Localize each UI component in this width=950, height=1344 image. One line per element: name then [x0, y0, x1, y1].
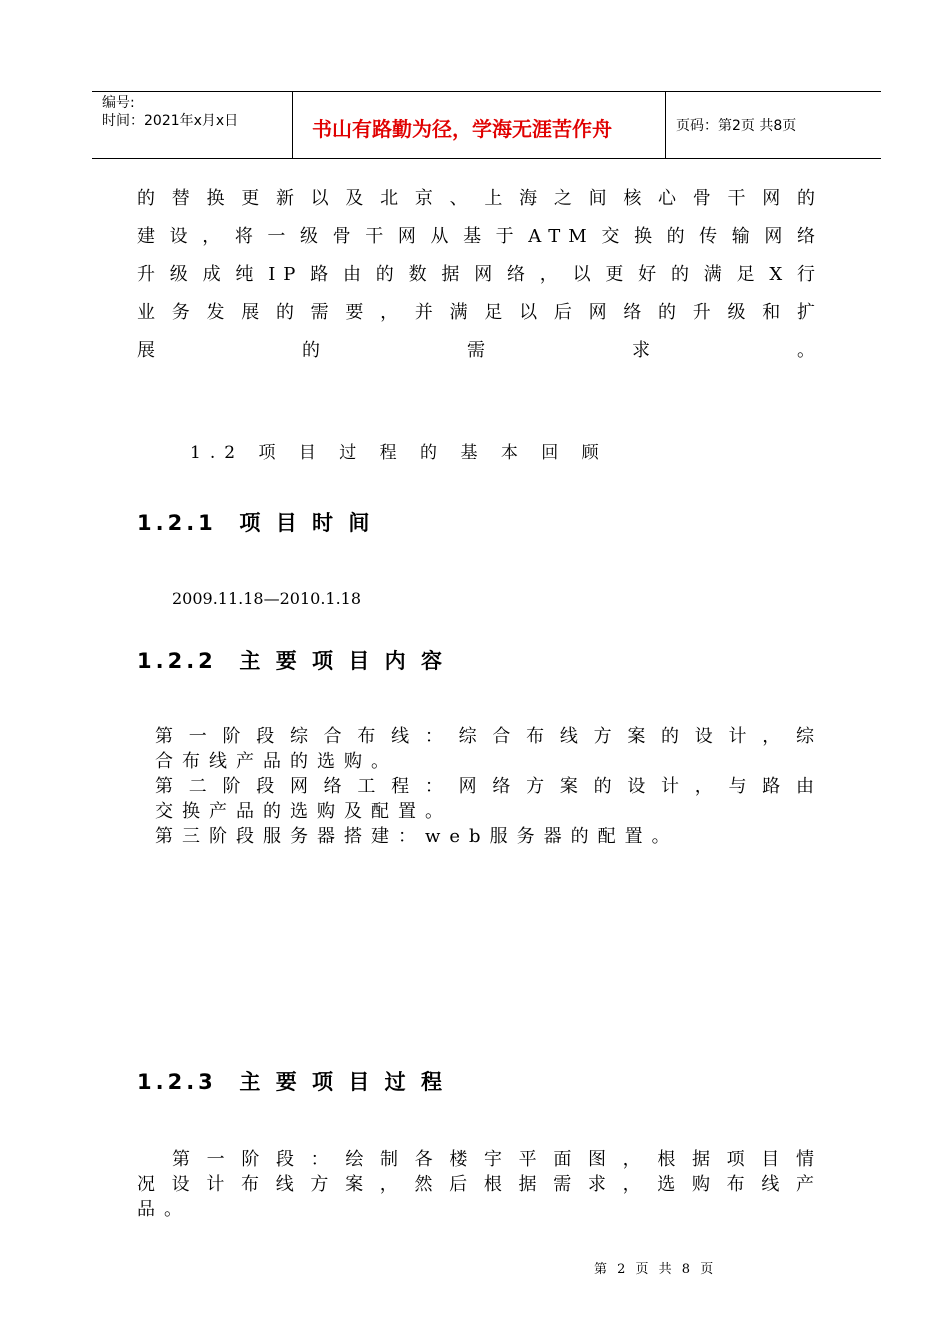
header-motto: 书山有路勤为径，学海无涯苦作舟 [312, 117, 612, 141]
section-1-2-2-title: 1.2.2 主 要 项 目 内 容 [137, 649, 446, 673]
section-1-2-title: 1.2 项 目 过 程 的 基 本 回 顾 [190, 443, 608, 463]
page-footer: 第 2 页 共 8 页 [594, 1262, 717, 1277]
section-1-2-1-title: 1.2.1 项 目 时 间 [137, 511, 374, 535]
intro-line: 建设，将一级骨干网从基于ATM交换的传输网络 [137, 226, 823, 247]
content-line: 第三阶段服务器搭建：web服务器的配置。 [155, 826, 679, 847]
process-line: 况设计布线方案，然后根据需求，选购布线产 [137, 1174, 823, 1195]
content-line: 合布线产品的选购。 [155, 751, 398, 772]
header-divider-2 [665, 91, 666, 158]
project-date-range: 2009.11.18—2010.1.18 [172, 589, 362, 608]
header-top-border [92, 91, 881, 92]
header-divider-1 [292, 91, 293, 158]
intro-line: 业务发展的需要，并满足以后网络的升级和扩 [137, 302, 823, 323]
section-1-2-2-content [155, 724, 823, 849]
header-time-label: 时间：2021年x月x日 [102, 113, 239, 129]
process-line: 品。 [137, 1199, 191, 1220]
header-page-label: 页码：第2页 共8页 [676, 118, 797, 134]
intro-line: 展的需求。 [137, 340, 823, 361]
content-line: 交换产品的选购及配置。 [155, 801, 452, 822]
section-1-2-3-title: 1.2.3 主 要 项 目 过 程 [137, 1070, 446, 1094]
header-bottom-border [92, 158, 881, 159]
header-number-label: 编号: [102, 95, 135, 111]
content-line: 第二阶段网络工程：网络方案的设计，与路由 [155, 776, 823, 797]
content-line: 第一阶段综合布线：综合布线方案的设计，综 [155, 726, 823, 747]
intro-line: 升级成纯IP路由的数据网络，以更好的满足X行 [137, 264, 823, 285]
intro-line: 的替换更新以及北京、上海之间核心骨干网的 [137, 188, 823, 209]
section-1-2-3-content [137, 1147, 823, 1222]
intro-paragraph [137, 180, 823, 370]
process-line: 第一阶段：绘制各楼宇平面图，根据项目情 [172, 1149, 823, 1170]
